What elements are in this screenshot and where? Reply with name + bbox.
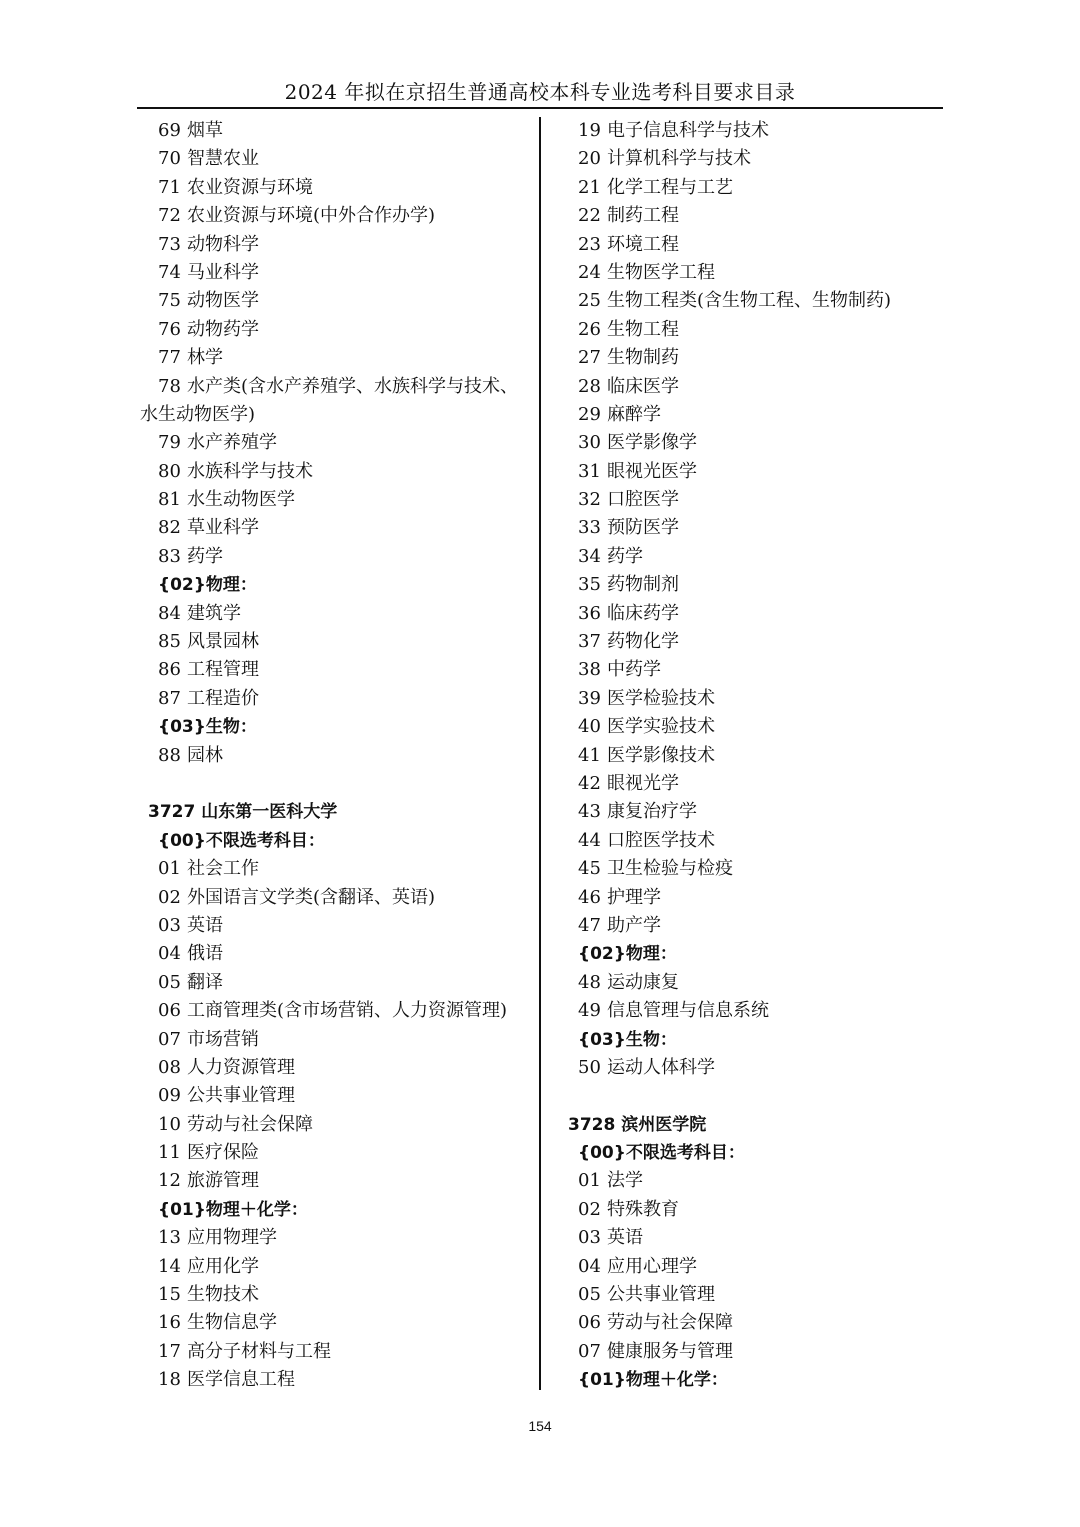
major-code: 01 <box>158 858 181 880</box>
major-code: 06 <box>158 1000 181 1022</box>
major-code: 06 <box>578 1312 601 1334</box>
major-name: 水产类(含水产养殖学、水族科学与技术、 <box>187 375 519 397</box>
major-name: 健康服务与管理 <box>607 1340 733 1362</box>
major-list-item <box>140 1082 532 1110</box>
major-list-item <box>140 855 532 883</box>
major-code: 73 <box>158 233 181 255</box>
major-code: 86 <box>158 659 181 681</box>
major-name: 工程管理 <box>187 659 259 681</box>
major-list-item <box>140 202 532 230</box>
major-name: 风景园林 <box>187 631 259 653</box>
major-list-item <box>140 174 532 202</box>
major-list-item <box>560 117 940 145</box>
major-name: 环境工程 <box>607 233 679 255</box>
major-list-item <box>140 373 532 401</box>
major-name: 临床医学 <box>607 375 679 397</box>
major-list-item <box>560 344 940 372</box>
major-code: 45 <box>578 858 601 880</box>
major-code: 76 <box>158 318 181 340</box>
major-code: 43 <box>578 801 601 823</box>
major-list-item <box>560 1054 940 1082</box>
major-code: 77 <box>158 347 181 369</box>
major-code: 81 <box>158 489 181 511</box>
major-name: 园林 <box>187 744 223 766</box>
major-code: 38 <box>578 659 601 681</box>
major-name: 旅游管理 <box>187 1170 259 1192</box>
major-list-item <box>140 1054 532 1082</box>
major-list-item <box>560 174 940 202</box>
major-name: 中药学 <box>607 659 661 681</box>
major-code: 11 <box>158 1142 181 1164</box>
major-name: 建筑学 <box>187 602 241 624</box>
subject-requirement-heading: {02}物理： <box>578 944 677 965</box>
major-name: 高分子材料与工程 <box>187 1340 331 1362</box>
major-list-item <box>560 202 940 230</box>
major-code: 08 <box>158 1056 181 1078</box>
major-name: 眼视光学 <box>607 772 679 794</box>
major-name: 卫生检验与检疫 <box>607 858 733 880</box>
major-name: 医学信息工程 <box>187 1369 295 1391</box>
major-code: 69 <box>158 120 181 141</box>
major-list-item <box>140 543 532 571</box>
major-code: 04 <box>578 1255 601 1277</box>
major-code: 34 <box>578 545 601 567</box>
major-list-item <box>140 940 532 968</box>
major-name: 工商管理类(含市场营销、人力资源管理) <box>187 1000 508 1022</box>
major-code: 39 <box>578 687 601 709</box>
major-list-item <box>140 514 532 542</box>
major-code: 03 <box>158 914 181 936</box>
major-list-item <box>560 742 940 770</box>
major-list-item <box>560 1338 940 1366</box>
major-name: 法学 <box>607 1170 643 1192</box>
major-code: 85 <box>158 631 181 653</box>
major-code: 23 <box>578 233 601 255</box>
major-code: 19 <box>578 120 601 141</box>
major-name: 公共事业管理 <box>187 1085 295 1107</box>
major-list-item <box>140 997 532 1025</box>
major-list-item <box>560 429 940 457</box>
major-code: 47 <box>578 914 601 936</box>
major-list-item <box>560 458 940 486</box>
major-list-item <box>140 1139 532 1167</box>
major-code: 83 <box>158 545 181 567</box>
major-list-item <box>560 855 940 883</box>
major-code: 02 <box>158 886 181 908</box>
major-code: 72 <box>158 205 181 227</box>
major-code: 05 <box>158 971 181 993</box>
major-list-item <box>140 1026 532 1054</box>
major-list-item <box>140 1167 532 1195</box>
major-list-item <box>560 316 940 344</box>
major-list-item <box>140 685 532 713</box>
major-code: 12 <box>158 1170 181 1192</box>
major-list-item <box>140 1338 532 1366</box>
major-code: 16 <box>158 1312 181 1334</box>
major-name: 电子信息科学与技术 <box>607 120 769 141</box>
major-list-item <box>140 628 532 656</box>
subject-requirement-heading: {03}生物： <box>158 717 257 738</box>
major-code: 35 <box>578 574 601 596</box>
major-name: 医学检验技术 <box>607 687 715 709</box>
page-number: 154 <box>528 1418 552 1434</box>
major-code: 04 <box>158 943 181 965</box>
major-list-item <box>140 117 532 145</box>
major-name: 特殊教育 <box>607 1198 679 1220</box>
major-list-item <box>140 1253 532 1281</box>
major-code: 20 <box>578 148 601 170</box>
major-list-item <box>560 997 940 1025</box>
major-name: 生物制药 <box>607 347 679 369</box>
major-code: 75 <box>158 290 181 312</box>
major-name: 水族科学与技术 <box>187 460 313 482</box>
major-name: 水产养殖学 <box>187 432 277 454</box>
major-code: 22 <box>578 205 601 227</box>
major-name: 生物信息学 <box>187 1312 277 1334</box>
major-name: 药物制剂 <box>607 574 679 596</box>
major-code: 07 <box>158 1028 181 1050</box>
major-code: 49 <box>578 1000 601 1022</box>
subject-requirement-heading: {00}不限选考科目： <box>158 830 325 851</box>
major-name: 计算机科学与技术 <box>607 148 751 170</box>
major-name: 劳动与社会保障 <box>187 1113 313 1135</box>
header-divider <box>137 107 943 109</box>
subject-requirement-heading: {01}物理＋化学： <box>578 1370 728 1391</box>
major-code: 36 <box>578 602 601 624</box>
major-name: 生物工程 <box>607 318 679 340</box>
major-code: 48 <box>578 971 601 993</box>
major-name: 康复治疗学 <box>607 801 697 823</box>
major-name: 烟草 <box>187 120 223 141</box>
major-name: 医学影像技术 <box>607 744 715 766</box>
major-list-item <box>140 231 532 259</box>
major-name: 口腔医学技术 <box>607 829 715 851</box>
major-list-item <box>560 231 940 259</box>
major-name: 生物医学工程 <box>607 261 715 283</box>
major-list-item <box>560 685 940 713</box>
major-code: 14 <box>158 1255 181 1277</box>
major-code: 07 <box>578 1340 601 1362</box>
major-list-item <box>140 600 532 628</box>
major-code: 50 <box>578 1056 601 1078</box>
major-code: 09 <box>158 1085 181 1107</box>
major-name: 口腔医学 <box>607 489 679 511</box>
major-name: 信息管理与信息系统 <box>607 1000 769 1022</box>
major-list-item <box>140 1281 532 1309</box>
major-name: 应用心理学 <box>607 1255 697 1277</box>
major-list-item <box>140 259 532 287</box>
major-name: 外国语言文学类(含翻译、英语) <box>187 886 436 908</box>
major-code: 40 <box>578 716 601 738</box>
major-list-item <box>560 884 940 912</box>
blank-spacer <box>560 1082 940 1110</box>
major-code: 05 <box>578 1284 601 1306</box>
major-name: 运动康复 <box>607 971 679 993</box>
major-code: 13 <box>158 1227 181 1249</box>
major-list-item <box>140 486 532 514</box>
major-name: 药物化学 <box>607 631 679 653</box>
major-code: 03 <box>578 1227 601 1249</box>
major-code: 26 <box>578 318 601 340</box>
major-list-item <box>560 145 940 173</box>
major-list-item <box>140 344 532 372</box>
major-list-item <box>560 798 940 826</box>
major-name: 预防医学 <box>607 517 679 539</box>
major-list-item <box>560 1167 940 1195</box>
major-list-item <box>560 571 940 599</box>
major-list-item <box>140 1224 532 1252</box>
major-name: 英语 <box>607 1227 643 1249</box>
major-list-item <box>140 429 532 457</box>
major-list-item <box>560 1253 940 1281</box>
major-code: 25 <box>578 290 601 312</box>
major-code: 88 <box>158 744 181 766</box>
major-list-item <box>560 287 940 315</box>
major-name: 制药工程 <box>607 205 679 227</box>
major-code: 84 <box>158 602 181 624</box>
school-heading: 3727 山东第一医科大学 <box>148 802 338 823</box>
major-list-item <box>140 458 532 486</box>
major-list-item <box>140 316 532 344</box>
major-list-item <box>140 969 532 997</box>
major-list-item <box>560 486 940 514</box>
major-code: 44 <box>578 829 601 851</box>
subject-requirement-heading: {01}物理＋化学： <box>158 1199 308 1220</box>
page-header-title: 2024 年拟在京招生普通高校本科专业选考科目要求目录 <box>284 80 796 104</box>
subject-requirement-heading: {02}物理： <box>158 575 257 596</box>
major-code: 24 <box>578 261 601 283</box>
major-code: 27 <box>578 347 601 369</box>
major-code: 37 <box>578 631 601 653</box>
major-name: 生物技术 <box>187 1284 259 1306</box>
major-list-item <box>140 742 532 770</box>
major-name: 医学影像学 <box>607 432 697 454</box>
major-code: 31 <box>578 460 601 482</box>
major-name: 市场营销 <box>187 1028 259 1050</box>
major-name: 医学实验技术 <box>607 716 715 738</box>
major-list-item <box>560 1309 940 1337</box>
major-code: 42 <box>578 772 601 794</box>
major-code: 15 <box>158 1284 181 1306</box>
major-list-item <box>560 401 940 429</box>
major-name: 草业科学 <box>187 517 259 539</box>
major-code: 80 <box>158 460 181 482</box>
major-name: 运动人体科学 <box>607 1056 715 1078</box>
right-column <box>560 117 940 1395</box>
major-name: 护理学 <box>607 886 661 908</box>
major-code: 46 <box>578 886 601 908</box>
major-code: 74 <box>158 261 181 283</box>
blank-spacer <box>140 770 532 798</box>
major-list-item <box>560 259 940 287</box>
major-code: 18 <box>158 1369 181 1391</box>
major-code: 02 <box>578 1198 601 1220</box>
major-list-item <box>560 543 940 571</box>
major-name: 人力资源管理 <box>187 1056 295 1078</box>
major-code: 32 <box>578 489 601 511</box>
major-name: 药学 <box>607 545 643 567</box>
major-name: 水生动物医学 <box>187 489 295 511</box>
major-code: 82 <box>158 517 181 539</box>
major-list-item <box>560 373 940 401</box>
major-list-item <box>140 1366 532 1394</box>
major-name: 生物工程类(含生物工程、生物制药) <box>607 290 892 312</box>
major-name: 化学工程与工艺 <box>607 176 733 198</box>
major-name: 翻译 <box>187 971 223 993</box>
major-code: 33 <box>578 517 601 539</box>
left-column <box>140 117 532 1395</box>
major-list-item <box>560 713 940 741</box>
major-name: 动物医学 <box>187 290 259 312</box>
column-divider <box>539 117 541 1390</box>
major-code: 29 <box>578 403 601 425</box>
major-list-item <box>140 1111 532 1139</box>
major-name: 农业资源与环境 <box>187 176 313 198</box>
major-list-item <box>560 969 940 997</box>
subject-requirement-heading: {00}不限选考科目： <box>578 1143 745 1164</box>
major-list-item <box>560 912 940 940</box>
major-code: 30 <box>578 432 601 454</box>
major-code: 87 <box>158 687 181 709</box>
major-name: 工程造价 <box>187 687 259 709</box>
major-list-item <box>560 1224 940 1252</box>
major-name: 应用物理学 <box>187 1227 277 1249</box>
major-name: 劳动与社会保障 <box>607 1312 733 1334</box>
major-name: 眼视光医学 <box>607 460 697 482</box>
school-heading: 3728 滨州医学院 <box>568 1114 707 1135</box>
major-list-item <box>560 1196 940 1224</box>
major-list-item <box>140 145 532 173</box>
major-name: 动物科学 <box>187 233 259 255</box>
major-code: 79 <box>158 432 181 454</box>
major-code: 10 <box>158 1113 181 1135</box>
major-name: 应用化学 <box>187 1255 259 1277</box>
major-name: 农业资源与环境(中外合作办学) <box>187 205 436 227</box>
major-code: 28 <box>578 375 601 397</box>
major-name: 医疗保险 <box>187 1142 259 1164</box>
major-list-item <box>560 656 940 684</box>
major-name: 林学 <box>187 347 223 369</box>
major-name: 公共事业管理 <box>607 1284 715 1306</box>
major-list-item <box>560 628 940 656</box>
major-code: 41 <box>578 744 601 766</box>
major-name: 马业科学 <box>187 261 259 283</box>
major-code: 01 <box>578 1170 601 1192</box>
major-name: 俄语 <box>187 943 223 965</box>
major-list-item <box>140 287 532 315</box>
major-list-item <box>560 1281 940 1309</box>
major-name: 英语 <box>187 914 223 936</box>
major-list-item <box>560 600 940 628</box>
major-code: 17 <box>158 1340 181 1362</box>
major-list-item <box>140 912 532 940</box>
major-name: 智慧农业 <box>187 148 259 170</box>
major-name-continuation: 水生动物医学) <box>140 403 256 425</box>
major-name: 助产学 <box>607 914 661 936</box>
major-list-item <box>560 827 940 855</box>
major-code: 70 <box>158 148 181 170</box>
major-list-item <box>140 656 532 684</box>
major-list-item <box>140 884 532 912</box>
major-list-item <box>560 770 940 798</box>
major-code: 71 <box>158 176 181 198</box>
major-code: 21 <box>578 176 601 198</box>
major-name: 麻醉学 <box>607 403 661 425</box>
major-name: 药学 <box>187 545 223 567</box>
major-list-item <box>140 1309 532 1337</box>
major-name: 临床药学 <box>607 602 679 624</box>
major-code: 78 <box>158 375 181 397</box>
major-name: 动物药学 <box>187 318 259 340</box>
subject-requirement-heading: {03}生物： <box>578 1029 677 1050</box>
major-name: 社会工作 <box>187 858 259 880</box>
major-list-item <box>560 514 940 542</box>
